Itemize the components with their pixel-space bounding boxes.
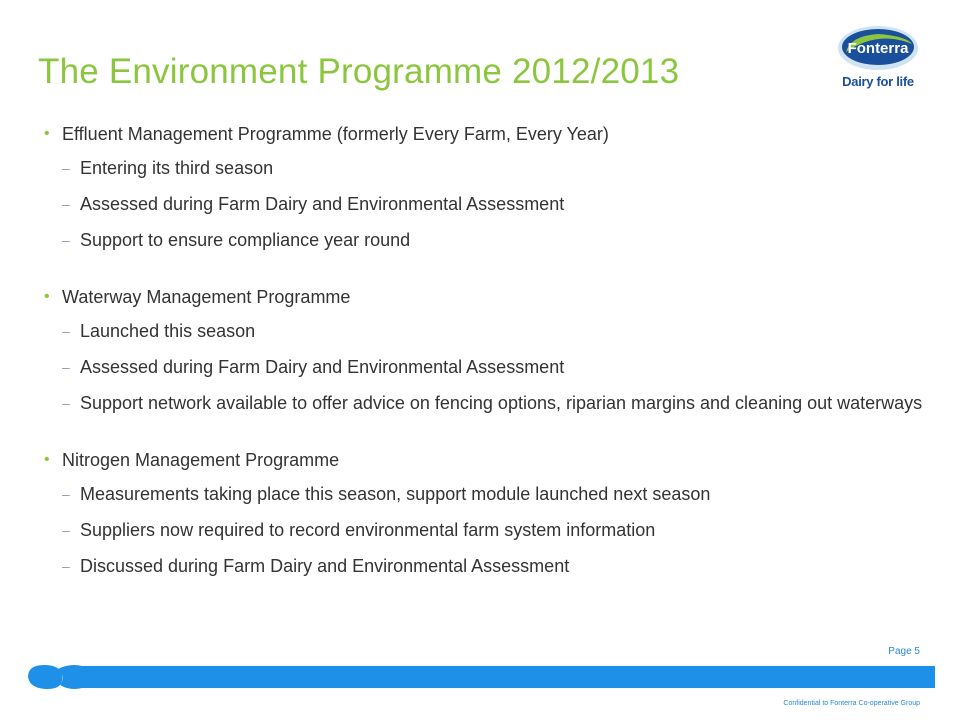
list-item — [44, 483, 924, 505]
bullet-icon: • — [44, 451, 50, 468]
list-item — [44, 392, 924, 414]
section-waterway — [44, 285, 924, 414]
list-item — [44, 356, 924, 378]
footer-wave-icon — [0, 663, 960, 691]
page-number: Page 5 — [888, 646, 920, 657]
section-heading — [44, 285, 924, 309]
footer-bar — [0, 663, 960, 691]
item-text: Support to ensure compliance year round — [80, 230, 411, 250]
heading-text: Nitrogen Management Programme — [62, 450, 340, 470]
list-item — [44, 519, 924, 541]
list-item — [44, 320, 924, 342]
fonterra-logo-icon — [836, 22, 920, 74]
dash-icon: – — [62, 522, 70, 538]
list-item — [44, 157, 924, 179]
item-text: Suppliers now required to record environmental farm system information — [80, 520, 656, 540]
dash-icon: – — [62, 232, 70, 248]
item-text: Entering its third season — [80, 158, 274, 178]
heading-text: Effluent Management Programme (formerly Every Farm, Every Year) — [62, 124, 609, 144]
section-effluent — [44, 122, 924, 251]
item-text: Support network available to offer advice on fencing options, riparian margins and cleaning out waterways — [80, 393, 923, 413]
dash-icon: – — [62, 323, 70, 339]
list-item — [44, 193, 924, 215]
dash-icon: – — [62, 160, 70, 176]
slide-content — [44, 122, 924, 611]
dash-icon: – — [62, 395, 70, 411]
list-item — [44, 555, 924, 577]
section-nitrogen — [44, 448, 924, 577]
dash-icon: – — [62, 486, 70, 502]
dash-icon: – — [62, 558, 70, 574]
dash-icon: – — [62, 359, 70, 375]
bullet-icon: • — [44, 288, 50, 305]
item-text: Assessed during Farm Dairy and Environmental Assessment — [80, 194, 565, 214]
bullet-icon: • — [44, 125, 50, 142]
item-text: Discussed during Farm Dairy and Environmental Assessment — [80, 556, 570, 576]
section-heading — [44, 448, 924, 472]
item-text: Launched this season — [80, 321, 256, 341]
confidential-note: Confidential to Fonterra Co-operative Group — [783, 700, 920, 707]
logo-brand-text: Fonterra — [847, 40, 909, 57]
item-text: Measurements taking place this season, support module launched next season — [80, 484, 711, 504]
list-item — [44, 229, 924, 251]
fonterra-logo — [836, 22, 920, 94]
heading-text: Waterway Management Programme — [62, 287, 351, 307]
item-text: Assessed during Farm Dairy and Environmental Assessment — [80, 357, 565, 377]
dash-icon: – — [62, 196, 70, 212]
slide-title: The Environment Programme 2012/2013 — [38, 52, 680, 91]
logo-tagline: Dairy for life — [842, 74, 914, 89]
section-heading — [44, 122, 924, 146]
